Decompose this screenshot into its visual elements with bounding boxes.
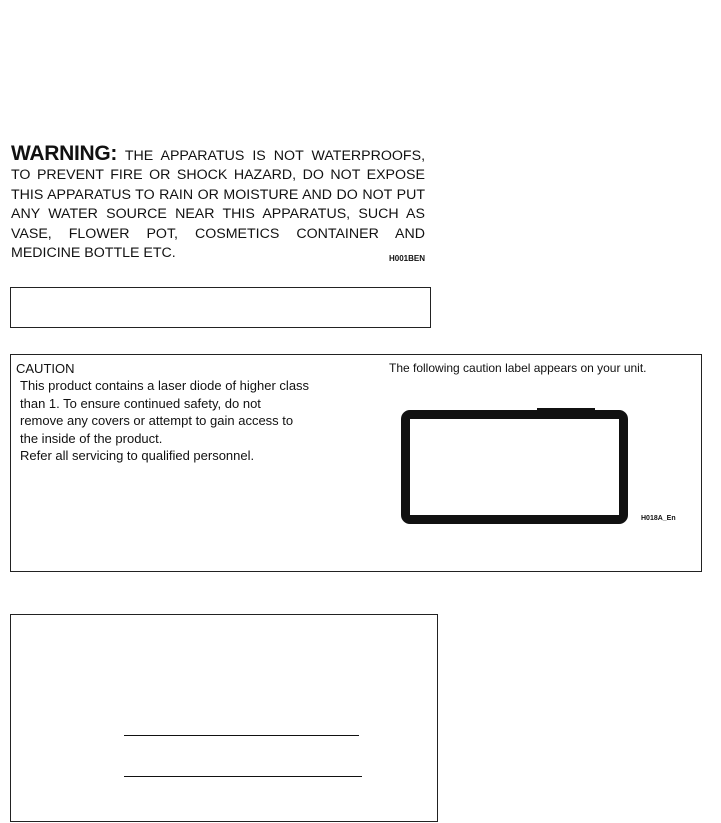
warning-notice	[11, 144, 425, 268]
record-box	[10, 614, 438, 822]
warning-code: H001BEN	[388, 254, 425, 264]
record-blank-line	[124, 735, 359, 736]
caution-label-frame	[401, 410, 628, 524]
caution-panel	[10, 354, 702, 572]
caution-line: the inside of the product.	[20, 430, 163, 446]
caution-title: CAUTION	[16, 361, 75, 376]
caution-line: remove any covers or attempt to gain access to	[20, 413, 294, 428]
caution-label-note: The following caution label appears on your unit.	[389, 361, 647, 375]
caution-line: This product contains a laser diode of higher class	[20, 378, 310, 393]
blank-notice-box	[10, 287, 431, 328]
warning-text: THE APPARATUS IS NOT WATERPROOFS, TO PREVENT FIRE OR SHOCK HAZARD, DO NOT EXPOSE THIS APPARATUS TO RAIN OR MOISTURE AND DO NOT PUT ANY WATER SOURCE NEAR THIS APPARATUS, SUCH AS VASE, FLOWER POT, COSMETICS CONTAINER AND MEDICINE BOTTLE ETC.	[11, 148, 426, 262]
record-blank-line	[124, 776, 362, 777]
caution-body	[20, 377, 340, 465]
caution-line: Refer all servicing to qualified personnel.	[20, 448, 255, 463]
caution-label-code: H018A_En	[641, 515, 676, 522]
warning-heading: WARNING:	[11, 142, 118, 165]
caution-line: than 1. To ensure continued safety, do not	[20, 395, 261, 411]
